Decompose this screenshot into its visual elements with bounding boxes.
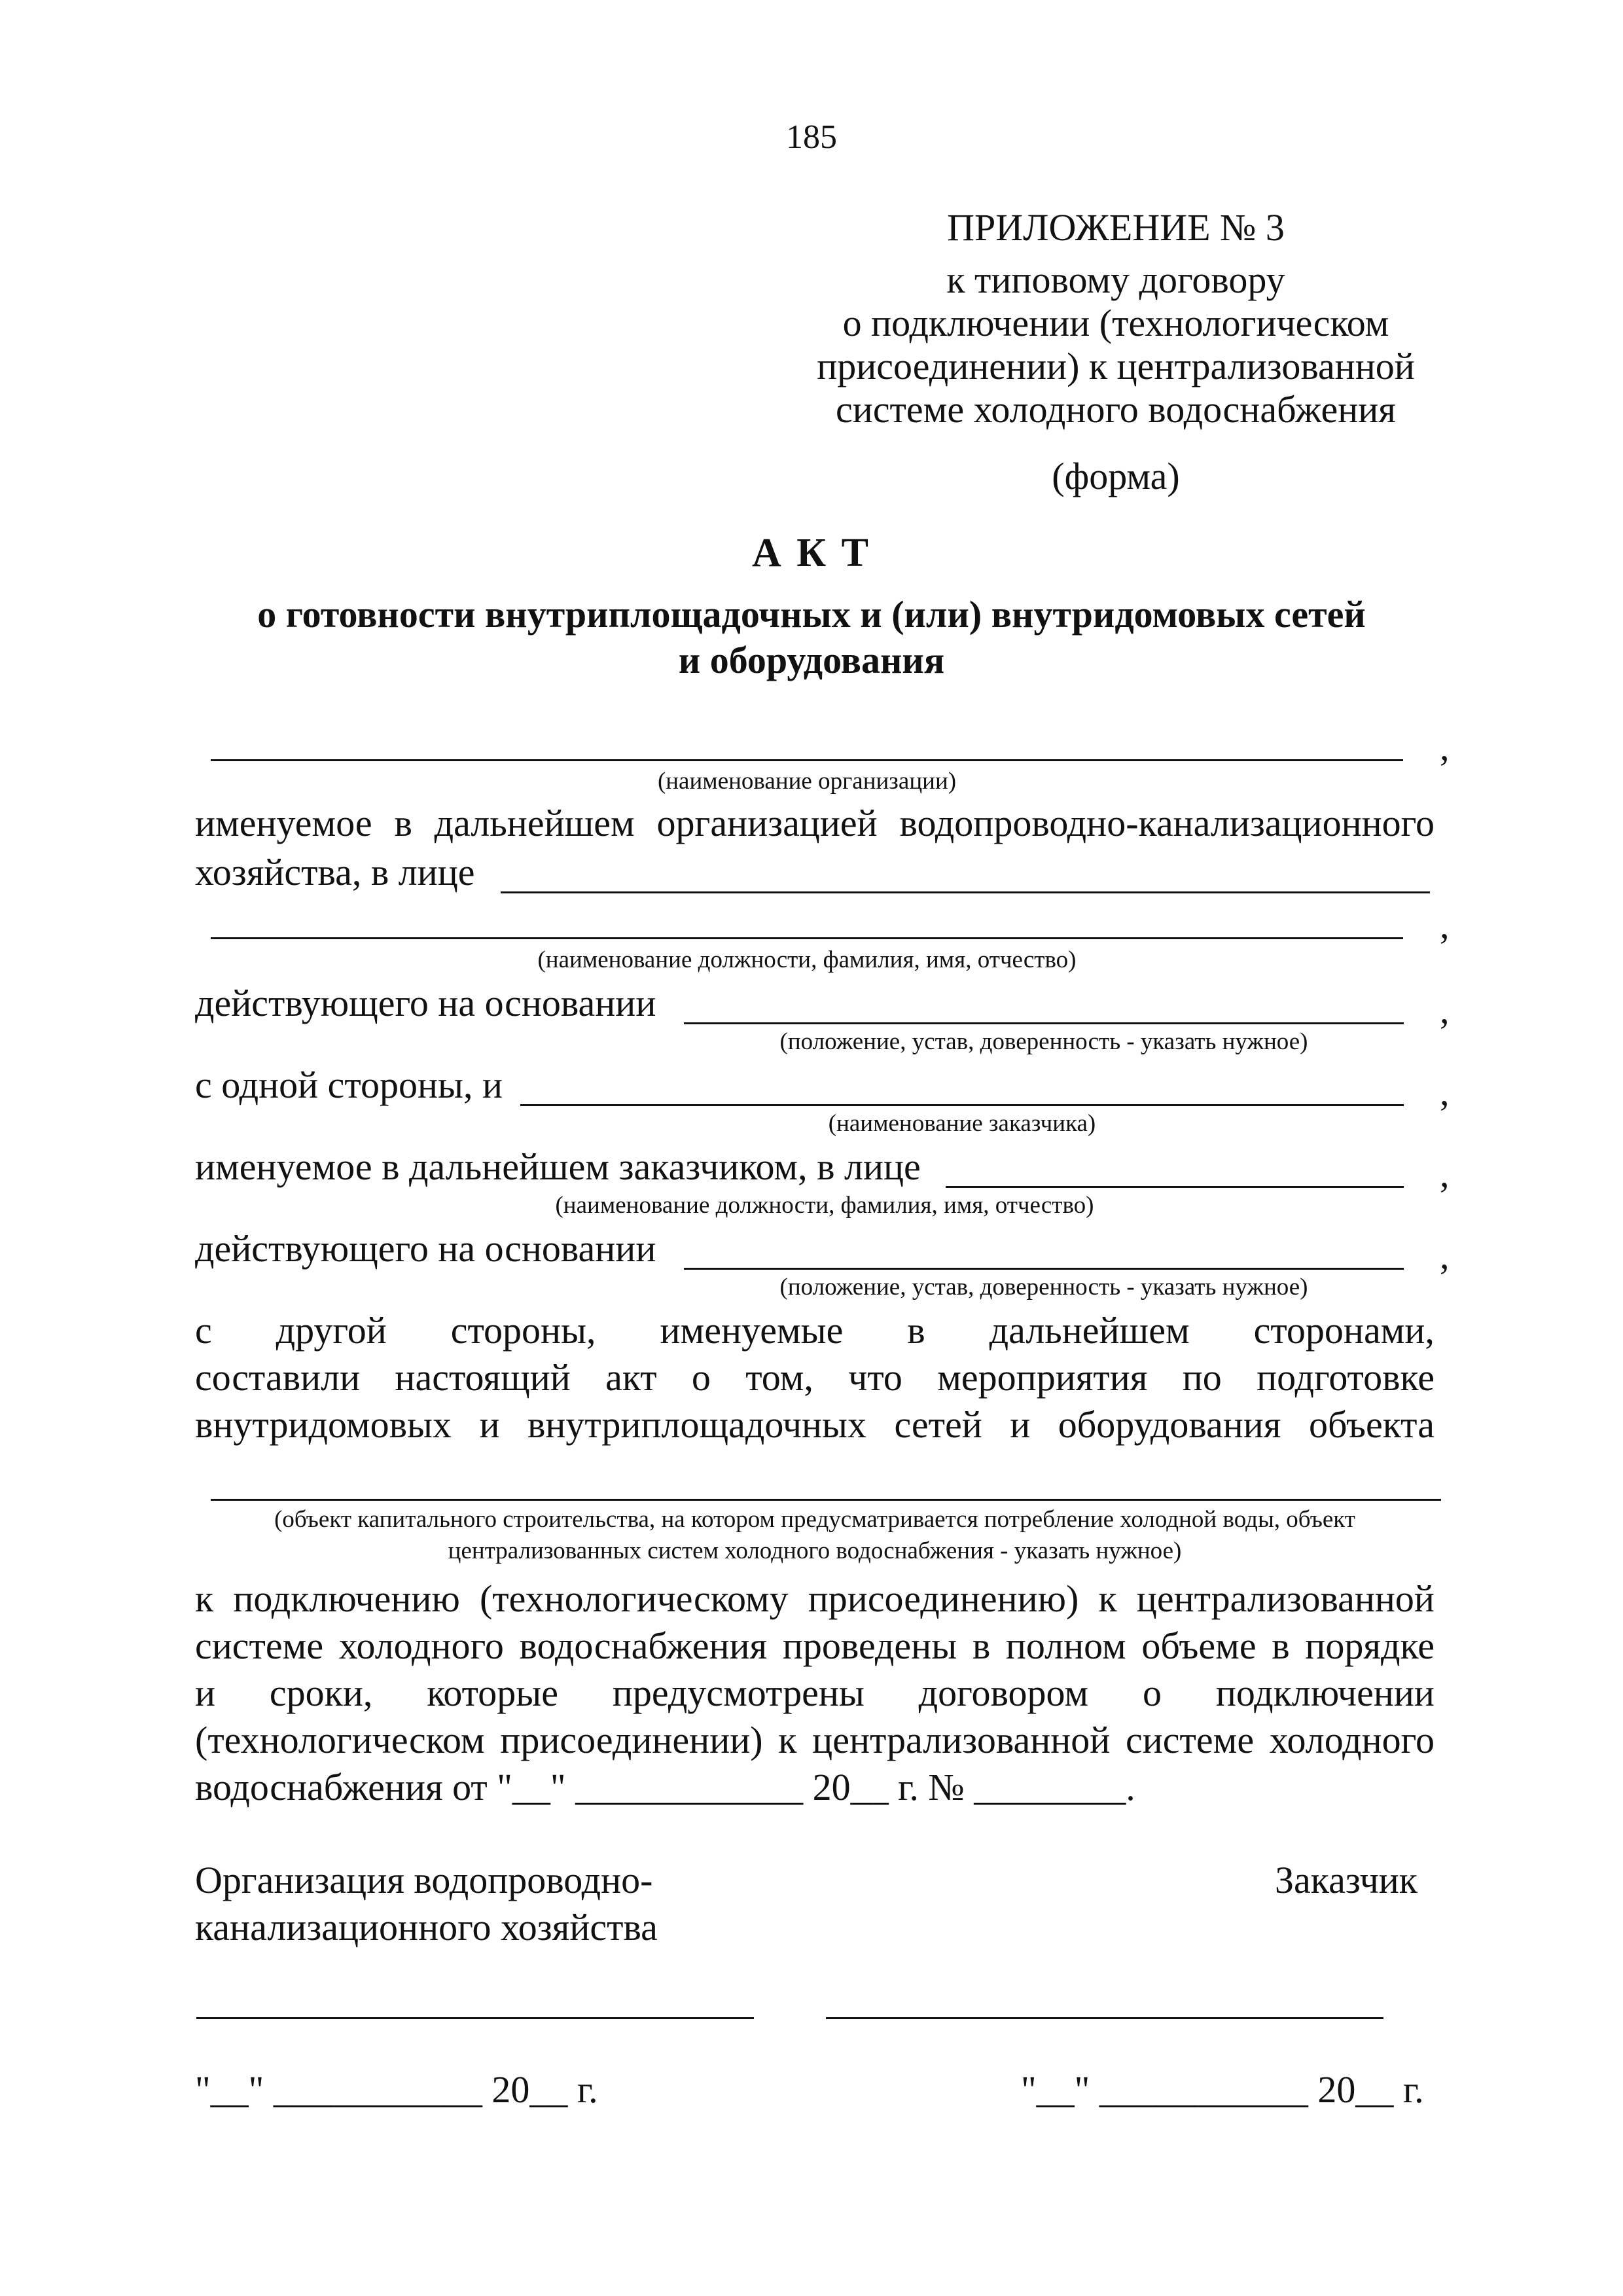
word: присоединении)	[500, 1719, 763, 1761]
act-subtitle-line: о готовности внутриплощадочных и (или) внутридомовых сетей	[257, 593, 1366, 636]
word: оборудования	[1058, 1403, 1281, 1446]
paragraph-line	[195, 1624, 1435, 1668]
word: системе	[1126, 1719, 1255, 1761]
basis-underline[interactable]	[684, 1022, 1404, 1024]
customer-underline[interactable]	[520, 1104, 1404, 1106]
represented-by-label: хозяйства, в лице	[195, 851, 475, 893]
appendix-line: к типовому договору	[946, 259, 1285, 301]
word: что	[848, 1356, 902, 1399]
word: сторонами,	[1253, 1309, 1435, 1352]
word: холодного	[338, 1624, 504, 1667]
word: в	[972, 1624, 991, 1667]
word: сроки,	[269, 1672, 373, 1714]
word: централизованной	[1136, 1577, 1435, 1620]
word: том,	[745, 1356, 813, 1399]
paragraph-line	[195, 1403, 1435, 1446]
basis-label: действующего на основании	[195, 982, 656, 1024]
contract-date-line: водоснабжения от "__" ____________ 20__ г. № ________.	[195, 1766, 1135, 1808]
word: и	[479, 1403, 500, 1446]
word: по	[1182, 1356, 1222, 1399]
act-title: А К Т	[751, 531, 872, 575]
basis-label: действующего на основании	[195, 1227, 656, 1270]
word: проведены	[782, 1624, 957, 1667]
basis-underline[interactable]	[684, 1268, 1404, 1270]
act-subtitle-line: и оборудования	[678, 639, 945, 681]
caption-org-name: (наименование организации)	[657, 768, 957, 795]
page-number: 185	[786, 118, 837, 156]
word: холодного	[1269, 1719, 1435, 1761]
word: объекта	[1308, 1403, 1435, 1446]
comma: ,	[1440, 1234, 1450, 1277]
word: централизованной	[812, 1719, 1111, 1761]
paragraph-line	[195, 1356, 1435, 1399]
signature-line-right[interactable]	[826, 2017, 1383, 2019]
paragraph-line	[195, 1577, 1435, 1621]
caption-basis: (положение, устав, доверенность - указать нужное)	[779, 1274, 1308, 1300]
word: и	[195, 1672, 216, 1714]
word: о	[1142, 1672, 1162, 1714]
word: присоединению)	[808, 1577, 1079, 1620]
word: к	[778, 1719, 797, 1761]
word: подключении	[1215, 1672, 1435, 1714]
customer-representative-underline[interactable]	[946, 1186, 1404, 1188]
word: в	[1272, 1624, 1290, 1667]
word: объеме	[1141, 1624, 1257, 1667]
word: (технологическому	[479, 1577, 789, 1620]
comma: ,	[1440, 989, 1450, 1031]
word: к	[195, 1577, 214, 1620]
word: договором	[918, 1672, 1089, 1714]
appendix-line: присоединении) к централизованной	[817, 345, 1415, 387]
object-underline[interactable]	[211, 1499, 1441, 1501]
word: предусмотрены	[612, 1672, 865, 1714]
org-name-underline[interactable]	[211, 759, 1403, 761]
comma: ,	[1440, 1153, 1450, 1195]
signature-line-left[interactable]	[196, 2017, 754, 2019]
appendix-line: о подключении (технологическом	[842, 302, 1389, 344]
word: (технологическом	[195, 1719, 485, 1761]
caption-object: централизованных систем холодного водоснабжения - указать нужное)	[448, 1537, 1182, 1564]
appendix-line: системе холодного водоснабжения	[836, 388, 1396, 431]
word: в	[907, 1309, 925, 1352]
caption-position: (наименование должности, фамилия, имя, отчество)	[537, 946, 1077, 973]
word: полном	[1005, 1624, 1126, 1667]
word: акт	[605, 1356, 657, 1399]
representative-underline[interactable]	[501, 891, 1430, 893]
form-line-wcs-organization: именуемое в дальнейшем организацией водопроводно-канализационного	[195, 802, 1435, 844]
word: подключению	[233, 1577, 460, 1620]
word: порядке	[1305, 1624, 1435, 1667]
word: о	[691, 1356, 711, 1399]
word: к	[1098, 1577, 1117, 1620]
comma: ,	[1440, 726, 1450, 768]
word: составили	[195, 1356, 361, 1399]
caption-object: (объект капитального строительства, на котором предусматривается потребление холодной воды, объект	[274, 1506, 1355, 1533]
position-underline[interactable]	[211, 937, 1403, 939]
paragraph-line	[195, 1719, 1435, 1762]
word: сетей	[894, 1403, 982, 1446]
form-label: (форма)	[1052, 455, 1180, 497]
word: с	[195, 1309, 212, 1352]
word: мероприятия	[937, 1356, 1148, 1399]
paragraph-line	[195, 1672, 1435, 1715]
one-side-label: с одной стороны, и	[195, 1064, 503, 1106]
word: стороны,	[450, 1309, 596, 1352]
comma: ,	[1440, 1071, 1450, 1113]
signature-date-right: "__" ___________ 20__ г.	[1021, 2068, 1424, 2111]
word: системе	[195, 1624, 324, 1667]
word: настоящий	[395, 1356, 571, 1399]
signature-left-title: канализационного хозяйства	[195, 1906, 658, 1948]
word: и	[1010, 1403, 1031, 1446]
caption-basis: (положение, устав, доверенность - указать нужное)	[779, 1028, 1308, 1055]
word: подготовке	[1257, 1356, 1435, 1399]
signature-left-title: Организация водопроводно-	[195, 1859, 653, 1901]
paragraph-line	[195, 1309, 1435, 1352]
word: внутридомовых	[195, 1403, 452, 1446]
word: внутриплощадочных	[527, 1403, 867, 1446]
caption-position: (наименование должности, фамилия, имя, отчество)	[555, 1192, 1094, 1219]
customer-label: именуемое в дальнейшем заказчиком, в лице	[195, 1145, 921, 1188]
comma: ,	[1440, 904, 1450, 946]
word: которые	[427, 1672, 558, 1714]
word: водоснабжения	[519, 1624, 768, 1667]
signature-date-left: "__" ___________ 20__ г.	[195, 2068, 598, 2111]
caption-customer: (наименование заказчика)	[828, 1110, 1096, 1137]
word: именуемые	[660, 1309, 844, 1352]
signature-right-title: Заказчик	[1275, 1859, 1418, 1901]
word: другой	[276, 1309, 387, 1352]
word: дальнейшем	[989, 1309, 1190, 1352]
appendix-title: ПРИЛОЖЕНИЕ № 3	[947, 206, 1285, 249]
